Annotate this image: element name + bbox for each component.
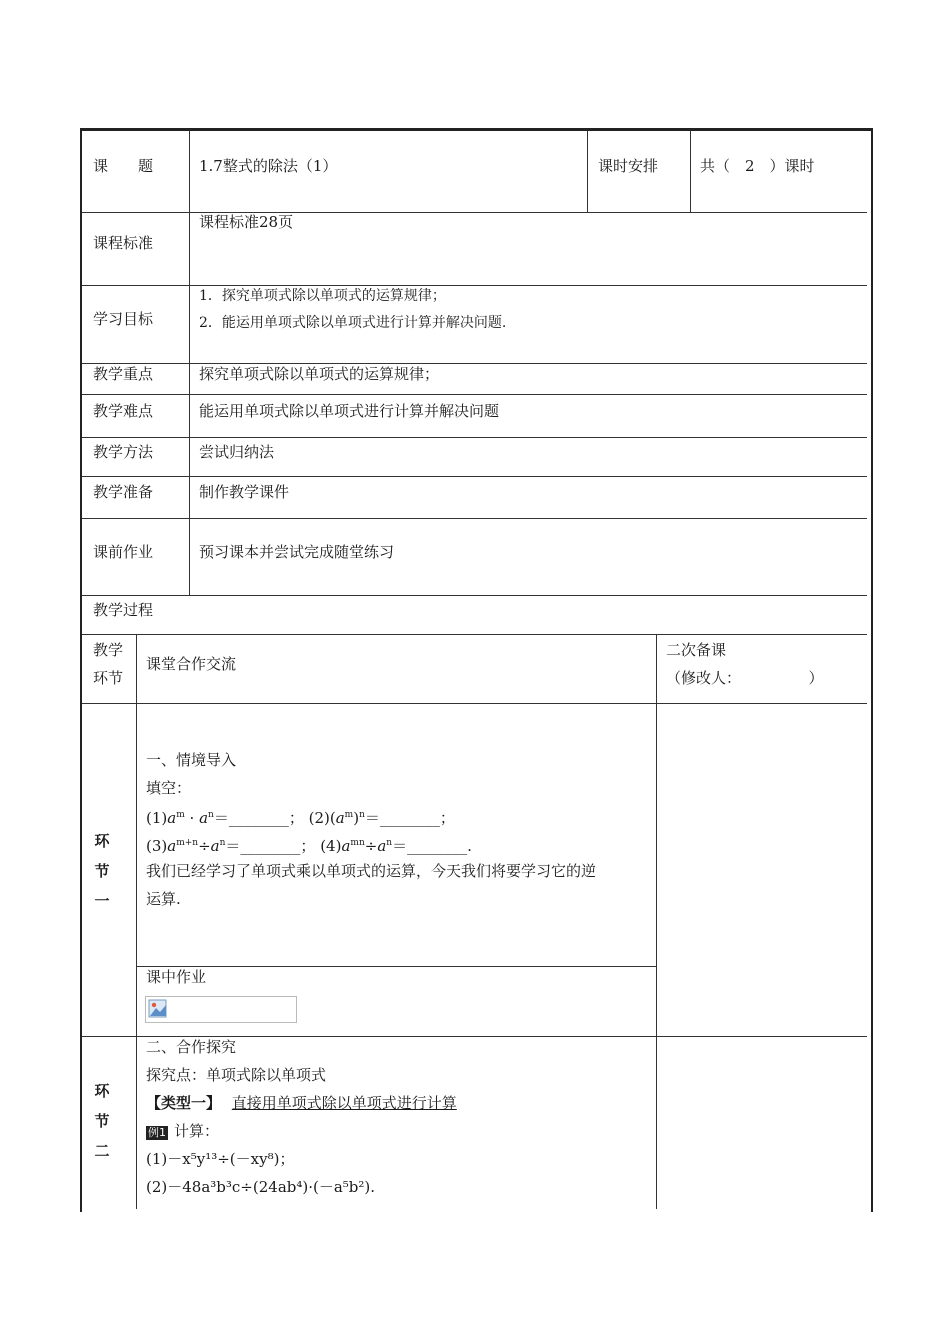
reviser-field: （修改人： ） <box>666 669 824 687</box>
row-divider <box>82 634 867 635</box>
method-value: 尝试归纳法 <box>199 443 275 461</box>
topic-label: 课 题 <box>93 157 154 175</box>
exercise-line-1: $(1)a^m$ · $a^n=\_\_\_\_\_\_\_\_$； $(2)(a^m)^n=\_\_\_\_\_\_\_\_$； <box>146 809 455 827</box>
column-divider <box>587 131 588 212</box>
section-two-label: 环 节 二 <box>94 1082 110 1160</box>
key-point-label: 教学重点 <box>93 365 154 383</box>
section-one-title: 一、情境导入 <box>146 751 237 769</box>
column-divider <box>189 131 190 595</box>
key-point-value: 探究单项式除以单项式的运算规律； <box>199 365 440 383</box>
fill-in-label: 填空： <box>146 779 192 797</box>
example-item-2: (2)－48a³b³c÷(24ab⁴)·(－a⁵b²). <box>146 1178 376 1196</box>
row-divider <box>82 437 867 438</box>
column-divider <box>136 634 137 1209</box>
goal-item-1: 1．探究单项式除以单项式的运算规律； <box>199 288 446 304</box>
row-divider <box>82 394 867 395</box>
row-divider <box>82 595 867 596</box>
schedule-value: 共（ 2 ）课时 <box>700 157 815 175</box>
class-work-label: 课中作业 <box>146 968 207 986</box>
process-label: 教学过程 <box>93 601 154 619</box>
stage-header-line2: 环节 <box>93 669 124 687</box>
standard-label: 课程标准 <box>93 234 154 252</box>
example-badge: 例1 <box>148 1126 166 1139</box>
broken-image-icon <box>148 999 168 1019</box>
preparation-value: 制作教学课件 <box>199 483 290 501</box>
example-item-1: (1)－x⁵y¹³÷(－xy⁸)； <box>146 1150 295 1168</box>
preparation-label: 教学准备 <box>93 483 154 501</box>
example-one: 例1 计算： <box>148 1122 220 1140</box>
row-divider <box>82 703 867 704</box>
intro-line-2: 运算. <box>146 890 181 908</box>
type-one-heading: 【类型一】 直接用单项式除以单项式进行计算 <box>146 1094 457 1112</box>
column-divider <box>690 131 691 212</box>
row-divider <box>82 476 867 477</box>
section-two-title: 二、合作探究 <box>146 1038 237 1056</box>
difficulty-label: 教学难点 <box>93 402 154 420</box>
exercise-line-2: $(3)a^{m+n}\div a^n=\_\_\_\_\_\_\_\_$； $(4)a^{mn}\div a^n=\_\_\_\_\_\_\_\_$. <box>146 837 472 855</box>
goal-item-2: 2．能运用单项式除以单项式进行计算并解决问题. <box>199 315 507 331</box>
standard-value: 课程标准28页 <box>199 213 294 231</box>
homework-value: 预习课本并尝试完成随堂练习 <box>199 543 395 561</box>
row-divider <box>136 966 656 967</box>
intro-line-1: 我们已经学习了单项式乘以单项式的运算，今天我们将要学习它的逆 <box>146 862 597 880</box>
goals-label: 学习目标 <box>93 310 154 328</box>
column-divider <box>656 634 657 1209</box>
row-divider <box>82 518 867 519</box>
revision-header: 二次备课 <box>666 641 727 659</box>
broken-image-placeholder <box>145 996 297 1023</box>
cooperation-header: 课堂合作交流 <box>146 655 237 673</box>
homework-label: 课前作业 <box>93 543 154 561</box>
explore-point: 探究点：单项式除以单项式 <box>146 1066 327 1084</box>
stage-header-line1: 教学 <box>93 641 124 659</box>
topic-value: 1.7整式的除法（1） <box>199 157 338 175</box>
schedule-label: 课时安排 <box>598 157 659 175</box>
difficulty-value: 能运用单项式除以单项式进行计算并解决问题 <box>199 402 500 420</box>
section-one-label: 环 节 一 <box>94 832 110 910</box>
method-label: 教学方法 <box>93 443 154 461</box>
